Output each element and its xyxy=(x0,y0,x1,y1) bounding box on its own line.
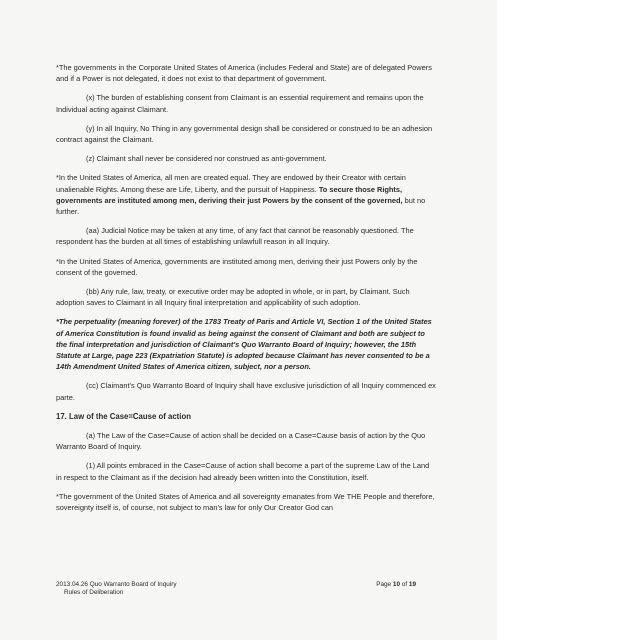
page-number xyxy=(376,581,416,589)
paragraph-a-law-of-the-case: (a) The Law of the Case=Cause of action shall be decided on a Case=Cause basis of action by the Quo Warranto Board of Inquiry. xyxy=(56,431,426,452)
paragraph-x-burden-of-consent: (x) The burden of establishing consent from Claimant is an essential requirement and remains upon the Individual acting against Claimant. xyxy=(56,93,424,114)
page-of: of xyxy=(400,581,409,588)
section-heading-law-of-the-case: 17. Law of the Case=Cause of action xyxy=(56,411,191,421)
page-total: 19 xyxy=(408,581,416,588)
no-further-text: but no further. xyxy=(56,195,426,217)
page-footer xyxy=(56,581,436,597)
footer-document-info xyxy=(56,581,177,597)
paragraph-governments-instituted: *In the United States of America, governments are instituted among men, deriving their just Powers only by the consent of the governed. xyxy=(56,256,418,277)
paragraph-y-adhesion-contract: (y) In all Inquiry, No Thing in any governmental design shall be considered or construed to be an adhesion contract against the Claimant. xyxy=(56,123,433,145)
footer-document-subtitle: Rules of Deliberation xyxy=(64,589,124,597)
page-current: 10 xyxy=(392,581,400,588)
paragraph-z-anti-government: (z) Claimant shall never be considered nor construed as anti-government. xyxy=(86,154,327,164)
paragraph-cc-exclusive-jurisdiction: (cc) Claimant's Quo Warranto Board of Inquiry shall have exclusive jurisdiction of all Inquiry commenced ex parte. xyxy=(56,381,436,402)
consent-of-governed-emphasis: To secure those Rights, governments are instituted among men, deriving their just Powers by the consent of the governed, xyxy=(56,184,403,205)
all-men-text: *In the United States of America, all men are created equal. They are endowed by their Creator with certain unalienable Rights. Among these are Life, Liberty, and the pursuit of Happiness. xyxy=(56,173,406,194)
footer-document-title: 2013.04.26 Quo Warranto Board of Inquiry xyxy=(56,581,177,588)
document-body xyxy=(56,62,436,521)
paragraph-delegated-powers: *The governments in the Corporate United States of America (includes Federal and State) are of delegated Powers and if a Power is not delegated, it does not exist to that department of government. xyxy=(56,63,432,84)
paragraph-treaty-of-paris: *The perpetuality (meaning forever) of the 1783 Treaty of Paris and Article VI, Section 1 of the United States of America Constitution is found invalid as being against the consent of Claimant and both are subject to the final interpretation and jurisdiction of Claimant's Quo Warranto Board of Inquiry; however, the 15th Statute at Large, page 223 (Expatriation Statute) is adopted because Claimant has never consented to be a 14th Amendment United States of America citizen, subject, nor a person. xyxy=(56,317,432,372)
paragraph-aa-judicial-notice: (aa) Judicial Notice may be taken at any time, of any fact that cannot be reasonably questioned. The respondent has the burden at all times of establishing unlawfull reason in all Inquiry. xyxy=(56,226,414,247)
paragraph-all-men-created-equal xyxy=(56,172,436,217)
page-prefix: Page xyxy=(376,581,393,588)
paragraph-sovereignty: *The government of the United States of America and all sovereignty emanates from We THE People and therefore, sovereignty itself is, of course, not subject to man's law for only Our Creator God can xyxy=(56,491,435,513)
paragraph-1-supreme-law: (1) All points embraced in the Case=Cause of action shall become a part of the supreme Law of the Land in respect to the Claimant as if the decision had already been written into the Constitution, itself. xyxy=(56,461,430,482)
paragraph-bb-adoption: (bb) Any rule, law, treaty, or executive order may be adopted in whole, or in part, by Claimant. Such adoption saves to Claimant in all Inquiry final interpretation and applicability of such adoption. xyxy=(56,287,410,308)
